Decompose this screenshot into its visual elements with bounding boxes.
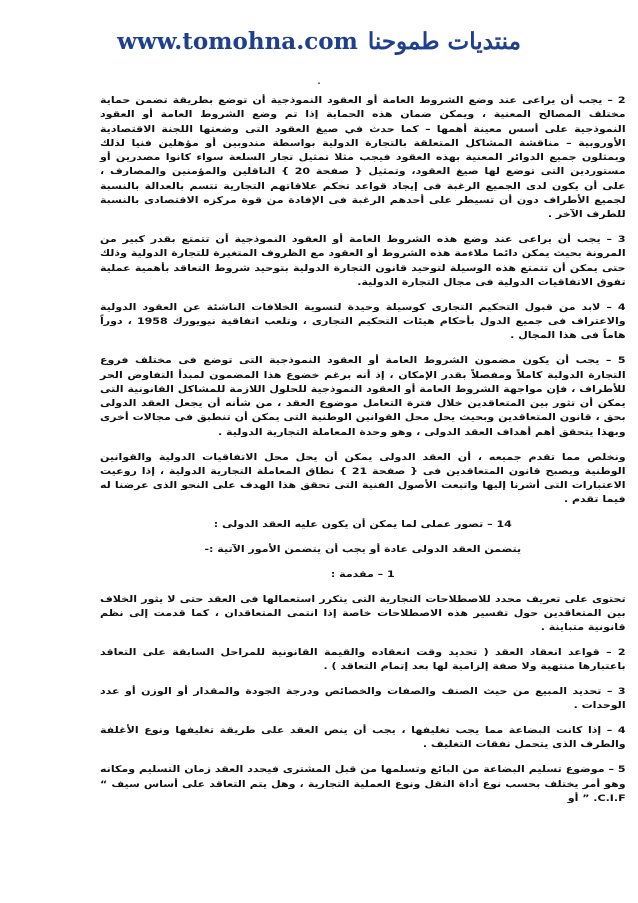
subheading-introduction: 1 – مقدمة : <box>330 568 395 580</box>
list-item-5: 5 – موضوع تسليم البضاعة من البائع وتسلمها من قبل المشترى فيحدد العقد زمان التسليم ومكانه وهو أمر يختلف بحسب نوع أداة النقل ونوع العملية التجارية ، وهل يتم التعاقد على أساس سيف “ C.I.F. ” أو <box>100 764 626 804</box>
site-title: منتديات طموحنا <box>367 28 521 55</box>
list-item-3: 3 – تحديد المبيع من حيث الصنف والصفات والخصائص ودرجة الجودة والمقدار أو الوزن أو عدد الوحدات . <box>100 686 626 712</box>
paragraph-point-2: 2 – يجب أن يراعى عند وضع الشروط العامة أو العقود النموذجية أن توضع بطريقة تضمن حماية مختلف المصالح المعنية ، ويمكن ضمان هذه الحماية إذا تم وضع الشروط العامة أو العقود النموذجية على أسس معينة أهمها – كما حدث في صيغ العقود التى وضعتها اللجنة الاقتصادية الأوروبية – مناقشة المشاكل المتعلقة بالتجارة الدولية بواسطة مندوبين أو مؤهلين فنيا لذلك ويمثلون جميع الدوائر المعنية بهذه العقود فيجب مثلا تمثيل تجار السلعة سواء كانوا مصدرين أو مستوردين التى توضع لها صيغ العقود، وتمثيل { صفحة 20 } الناقلين والمؤمنين والمصارف ، على أن يكون لدى الجميع الرغبة فى إيجاد قواعد تحكم علاقاتهم التجارية تتسم بالعدالة بالنسبة لجميع الأطراف دون أن تسيطر على أحدهم الرغبة فى الإفادة من قوة مركزه الاقتصادى بالنسبة للطرف الآخر . <box>100 95 626 221</box>
paragraph-conclusion: ونخلص مما تقدم جميعه ، أن العقد الدولى يمكن أن يحل محل الاتفاقيات الدولية والقوانين الوطنية ويصبح قانون المتعاقدين فى { صفحة 21 } نطاق المعاملة التجارية الدولية ، إذا روعيت الاعتبارات التى أشرنا إليها واتبعت الأصول الفنية التى تحقق هذا الهدف على النحو الذى عرضنا له فيما تقدم . <box>100 451 626 506</box>
paragraph-introduction-text: تحتوى على تعريف محدد للاصطلاحات التجارية التى يتكرر استعمالها فى العقد حتى لا يثور الخلاف بين المتعاقدين حول تفسير هذه الاصطلاحات خاصة إذا انتمى المتعاقدان ، كما قدمت إلى نظم قانونية متباينة . <box>100 593 626 634</box>
list-item-4: 4 – إذا كانت البضاعة مما يجب تغليفها ، يجب أن ينص العقد على طريقة تغليفها ونوع الأغلفة والطرف الذى يتحمل نفقات التغليف . <box>100 725 626 751</box>
site-header <box>0 28 638 55</box>
separator-dot: . <box>317 73 321 87</box>
section-intro: يتضمن العقد الدولى عادة أو يجب أن يتضمن الأمور الآتية :- <box>204 544 522 556</box>
list-item-2: 2 – قواعد انعقاد العقد ( تحديد وقت انعقاده والقيمة القانونية للمراحل السابقة على التعاقد باعتبارها منتهية ولا صفة إلزامية لها بعد إتمام التعاقد ) . <box>100 647 626 673</box>
site-url[interactable]: www.tomohna.com <box>117 28 358 55</box>
section-heading-14: 14 – تصور عملى لما يمكن أن يكون عليه العقد الدولى : <box>213 519 512 531</box>
paragraph-point-3: 3 – يجب أن يراعى عند وضع هذه الشروط العامة أو العقود النموذجية أن تتمتع بقدر كبير من المرونة بحيث يمكن دائما ملاءمة هذه الشروط أو العقود مع الظروف المتغيرة للتجارة الدولية وذلك حتى يمكن أن تتمتع هذه الوسيلة لتوحيد قانون التجارة الدولية بتوحيد شروط التعاقد بأهمية عملية تفوق الاتفاقيات الدولية فى مجال التجارة الدولية. <box>100 234 626 289</box>
paragraph-point-5: 5 – يجب أن يكون مضمون الشروط العامة أو العقود النموذجية التى توضع فى مختلف فروع التجارة الدولية كاملاً ومفصلاً بقدر الإمكان ، إذ أنه برغم خضوع هذا المضمون لمبدأ التفاوض الحر للأطراف ، فإن مواجهة الشروط العامة أو العقود النموذجية للحلول اللازمة للمشاكل القانونية التى يمكن أن تثور بين المتعاقدين خلال فترة التعامل موضوع العقد ، من شأنه أن يجعل العقد الدولى بحق ، قانون المتعاقدين وبحيث يحل محل القوانين الوطنية التى يمكن أن تنطبق فى مجالات أخرى وبهذا يتحقق أهم أهداف العقد الدولى ، وهو وحدة المعاملة التجارية الدولية . <box>100 355 626 438</box>
document-body <box>100 94 626 884</box>
paragraph-point-4: 4 – لابد من قبول التحكيم التجارى كوسيلة وحيدة لتسوية الخلافات الناشئة عن العقود الدولية والاعتراف فى جميع الدول بأحكام هيئات التحكيم التجارى ، وتلعب اتفاقية نيويورك 1958 ، دوراً هاماً فى هذا المجال . <box>100 301 626 342</box>
